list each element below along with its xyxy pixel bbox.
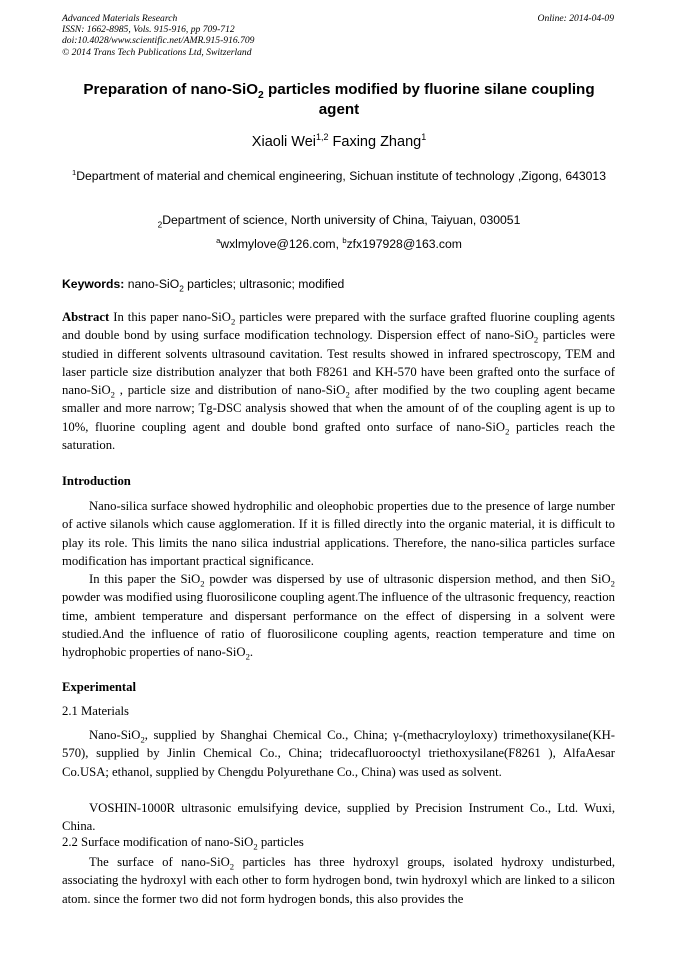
author-name: Faxing Zhang <box>328 134 422 150</box>
introduction-heading: Introduction <box>62 474 131 488</box>
intro-paragraph-2: In this paper the SiO$_2$ powder was dispersed by use of ultrasonic dispersion method, and then SiO$_2$ powder was modified using fluorosilicone coupling agent.The influence of the ultrasonic frequency, reaction time, ambient temperature and dispersant performance on the effect of dispersing in a solvent were studied.And the influence of ratio of fluorosilicone coupling agents, reaction temperature and time on hydrophobic properties of nano-SiO$_2$. <box>62 572 615 662</box>
affiliation-1: $^1$Department of material and chemical engineering, Sichuan institute of technology ,Zigong, 643013 <box>71 167 606 183</box>
author-list: Xiaoli Wei$^{1,2}$ Faxing Zhang$^1$ <box>251 132 427 150</box>
experimental-heading: Experimental <box>62 680 137 694</box>
copyright-line: © 2014 Trans Tech Publications Ltd, Switzerland <box>62 46 252 58</box>
abstract-label: Abstract <box>62 310 110 324</box>
surface-paragraph: The surface of nano-SiO$_2$ particles has three hydroxyl groups, isolated hydroxy undisturbed, associating the hydroxyl with each other to form hydrogen bond, twin hydroxyl which are linked to a silicon atom. since the former two did not form hydrogen bonds, this also provides the <box>62 855 615 906</box>
issn-line: ISSN: 1662-8985, Vols. 915-916, pp 709-712 <box>62 24 235 36</box>
paper-title: Preparation of nano-SiO$_2$ particles modified by fluorine silane coupling agent <box>83 81 595 118</box>
online-date: Online: 2014-04-09 <box>537 13 614 24</box>
section-2-1-heading: 2.1 Materials <box>62 704 129 718</box>
keywords: Keywords: nano-SiO$_2$ particles; ultrasonic; modified <box>62 277 345 294</box>
email-b: zfx197928@163.com <box>346 237 462 251</box>
doi-line: doi:10.4028/www.scientific.net/AMR.915-916.709 <box>62 35 255 47</box>
device-paragraph: VOSHIN-1000R ultrasonic emulsifying device, supplied by Precision Instrument Co., Ltd. Wuxi, China. <box>62 801 615 834</box>
journal-header <box>62 13 254 58</box>
email-a: wxlmylove@126.com, <box>220 237 343 251</box>
materials-paragraph: Nano-SiO$_2$, supplied by Shanghai Chemical Co., China; γ-(methacryloyloxy) trimethoxysilane(KH-570), supplied by Jinlin Chemical Co., China; tridecafluorooctyl triethoxysilane(F8261 ), AlfaAesar Co.USA; ethanol, supplied by Chengdu Polyurethane Co., China) was used as solvent. <box>62 728 615 779</box>
author-name: Xiaoli Wei <box>251 134 316 150</box>
abstract: Abstract In this paper nano-SiO$_2$ particles were prepared with the surface grafted fluorine coupling agents and double bond by using surface modification technology. Dispersion effect of nano-SiO$_2$ particles were studied in different solvents ultrasound cavitation. Test results showed in infrared spectroscopy, TEM and laser particle size distribution analyzer that both F8261 and KH-570 have been grafted onto the surface of nano-SiO$_2$ , particle size and distribution of nano-SiO$_2$ after modified by the two coupling agent became smaller and more narrow; Tg-DSC analysis showed that when the amount of of the coupling agent is up to 10%, fluorine coupling agent and double bond grafted onto surface of nano-SiO$_2$ particles reach the saturation. <box>62 310 615 453</box>
journal-name: Advanced Materials Research <box>62 13 178 24</box>
intro-paragraph-1: Nano-silica surface showed hydrophilic and oleophobic properties due to the presence of large number of active silanols which cause agglomeration. If it is filled directly into the organic material, it is difficult to play its role. This limits the nano silica industrial applications. Therefore, the nano-silica particles surface modification has important practical significance. <box>62 499 615 568</box>
affiliation-2: $_2$Department of science, North university of China, Taiyuan, 030051 <box>157 213 521 230</box>
keywords-label: Keywords: <box>62 277 125 291</box>
author-emails: $^a$wxlmylove@126.com, $^b$zfx197928@163.com <box>216 235 462 251</box>
section-2-2-heading: 2.2 Surface modification of nano-SiO$_2$ particles <box>62 835 304 852</box>
